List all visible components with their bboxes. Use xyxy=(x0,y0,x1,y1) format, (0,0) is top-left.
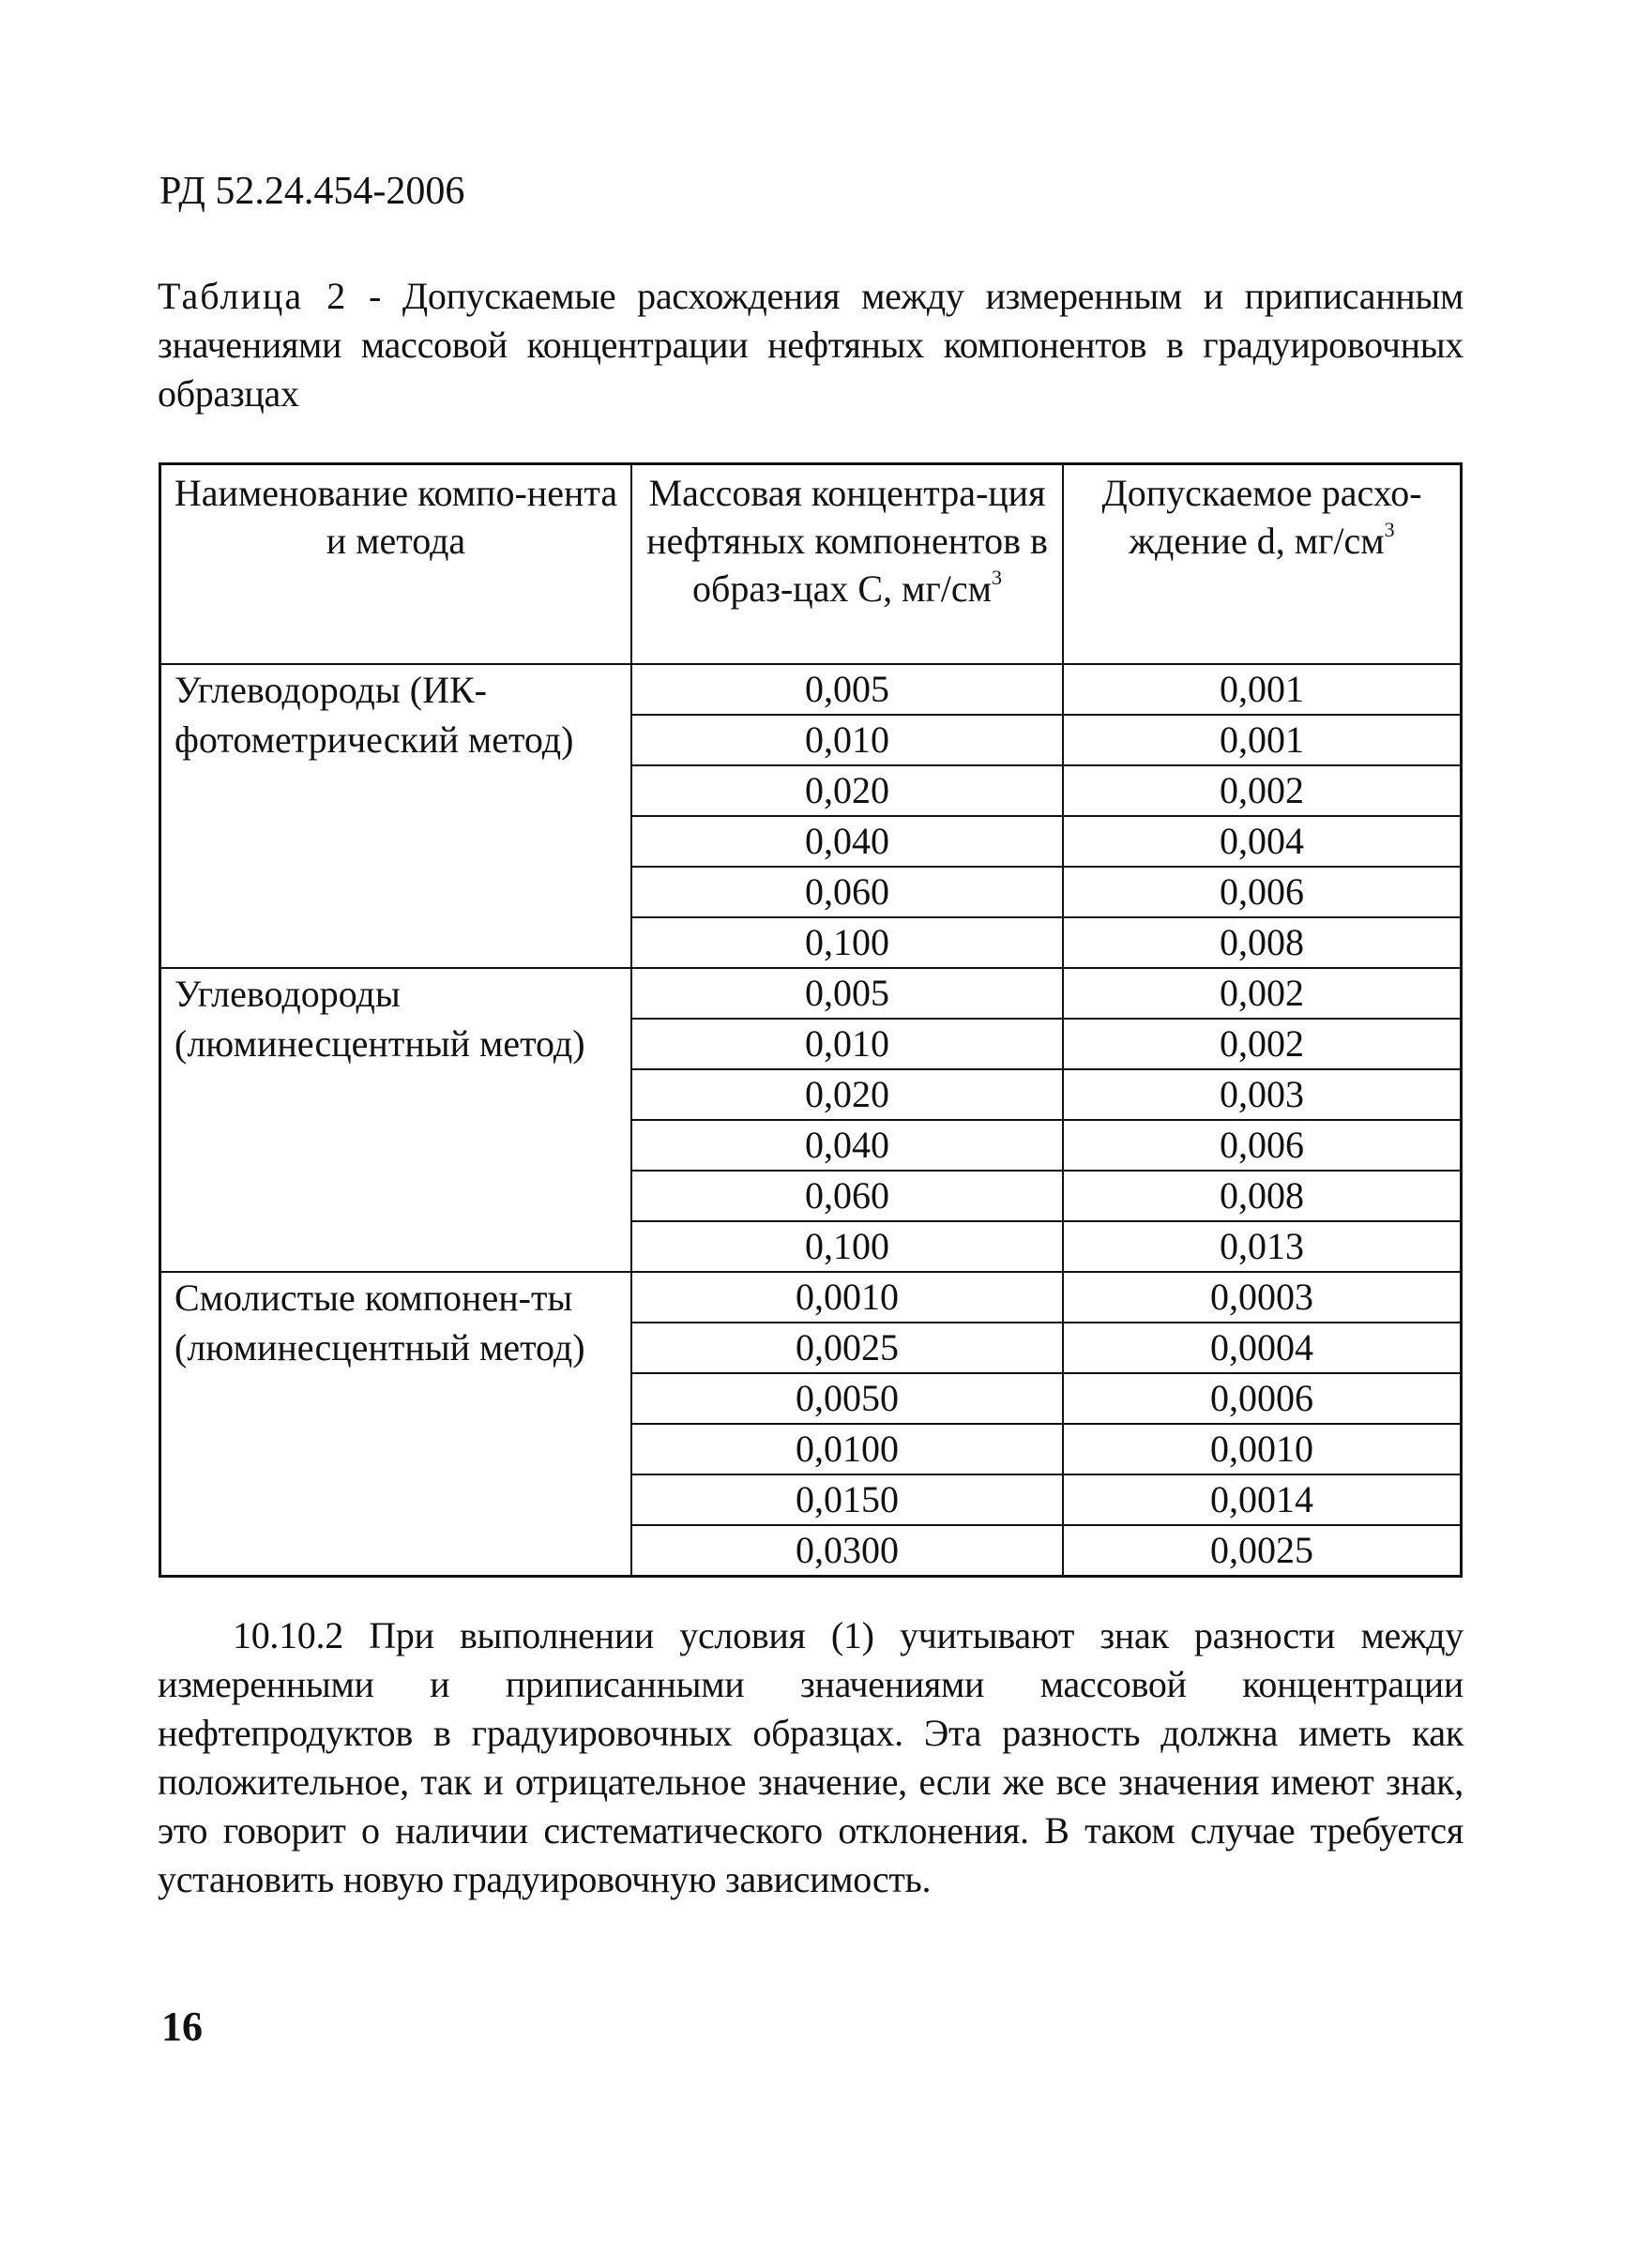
header-text: Массовая концентра-ция нефтяных компонентов в образ-цах С, мг/см xyxy=(646,472,1048,610)
table-caption-label: Таблица 2 xyxy=(158,275,348,317)
deviation-cell: 0,0014 xyxy=(1063,1474,1462,1525)
header-text: Допускаемое расхо-ждение d, мг/см xyxy=(1101,472,1422,562)
deviation-cell: 0,002 xyxy=(1063,765,1462,816)
table-row xyxy=(160,664,1462,715)
concentration-cell: 0,040 xyxy=(631,816,1063,867)
concentration-cell: 0,0050 xyxy=(631,1373,1063,1424)
header-superscript: 3 xyxy=(991,566,1002,589)
deviation-cell: 0,004 xyxy=(1063,816,1462,867)
concentration-cell: 0,040 xyxy=(631,1120,1063,1171)
concentration-cell: 0,010 xyxy=(631,1019,1063,1069)
deviation-cell: 0,0003 xyxy=(1063,1272,1462,1323)
concentration-cell: 0,100 xyxy=(631,917,1063,968)
header-text: Наименование компо-нента и метода xyxy=(174,472,618,562)
deviation-cell: 0,008 xyxy=(1063,917,1462,968)
deviation-cell: 0,002 xyxy=(1063,1019,1462,1069)
document-code: РД 52.24.454-2006 xyxy=(159,170,465,213)
table-row xyxy=(160,968,1462,1019)
table-header-row xyxy=(160,464,1462,665)
table-caption-text: - Допускаемые расхождения между измеренным и приписанным значениями массовой концентрации нефтяных компонентов в градуировочных образцах xyxy=(158,275,1464,415)
concentration-cell: 0,0100 xyxy=(631,1424,1063,1474)
table-caption xyxy=(158,272,1464,418)
concentration-cell: 0,0025 xyxy=(631,1323,1063,1373)
deviation-cell: 0,003 xyxy=(1063,1069,1462,1120)
component-method-cell: Углеводороды (люминесцентный метод) xyxy=(160,968,632,1272)
table-row xyxy=(160,1272,1462,1323)
concentration-cell: 0,0010 xyxy=(631,1272,1063,1323)
header-mass-concentration xyxy=(631,464,1063,665)
concentration-cell: 0,010 xyxy=(631,715,1063,765)
tolerance-table xyxy=(159,462,1463,1578)
header-superscript: 3 xyxy=(1384,518,1395,541)
concentration-cell: 0,005 xyxy=(631,664,1063,715)
deviation-cell: 0,0004 xyxy=(1063,1323,1462,1373)
concentration-cell: 0,0150 xyxy=(631,1474,1063,1525)
concentration-cell: 0,100 xyxy=(631,1221,1063,1272)
deviation-cell: 0,001 xyxy=(1063,715,1462,765)
page-number: 16 xyxy=(161,2003,203,2049)
deviation-cell: 0,002 xyxy=(1063,968,1462,1019)
concentration-cell: 0,060 xyxy=(631,1171,1063,1221)
concentration-cell: 0,060 xyxy=(631,867,1063,917)
deviation-cell: 0,0025 xyxy=(1063,1525,1462,1577)
paragraph-text: 10.10.2 При выполнении условия (1) учитывают знак разности между измеренными и приписанными значениями массовой концентрации нефтепродуктов в градуировочных образцах. Эта разность должна иметь как положительное, так и отрицательное значение, если же все значения имеют знак, это говорит о наличии систематического отклонения. В таком случае требуется установить новую градуировочную зависимость. xyxy=(158,1614,1464,1900)
deviation-cell: 0,0006 xyxy=(1063,1373,1462,1424)
deviation-cell: 0,008 xyxy=(1063,1171,1462,1221)
component-method-cell: Углеводороды (ИК-фотометрический метод) xyxy=(160,664,632,968)
concentration-cell: 0,005 xyxy=(631,968,1063,1019)
body-paragraph xyxy=(158,1611,1464,1904)
deviation-cell: 0,013 xyxy=(1063,1221,1462,1272)
deviation-cell: 0,0010 xyxy=(1063,1424,1462,1474)
component-method-cell: Смолистые компонен-ты (люминесцентный метод) xyxy=(160,1272,632,1577)
header-component-method xyxy=(160,464,632,665)
deviation-cell: 0,006 xyxy=(1063,1120,1462,1171)
concentration-cell: 0,020 xyxy=(631,765,1063,816)
concentration-cell: 0,0300 xyxy=(631,1525,1063,1577)
deviation-cell: 0,006 xyxy=(1063,867,1462,917)
header-allowed-deviation xyxy=(1063,464,1462,665)
deviation-cell: 0,001 xyxy=(1063,664,1462,715)
concentration-cell: 0,020 xyxy=(631,1069,1063,1120)
